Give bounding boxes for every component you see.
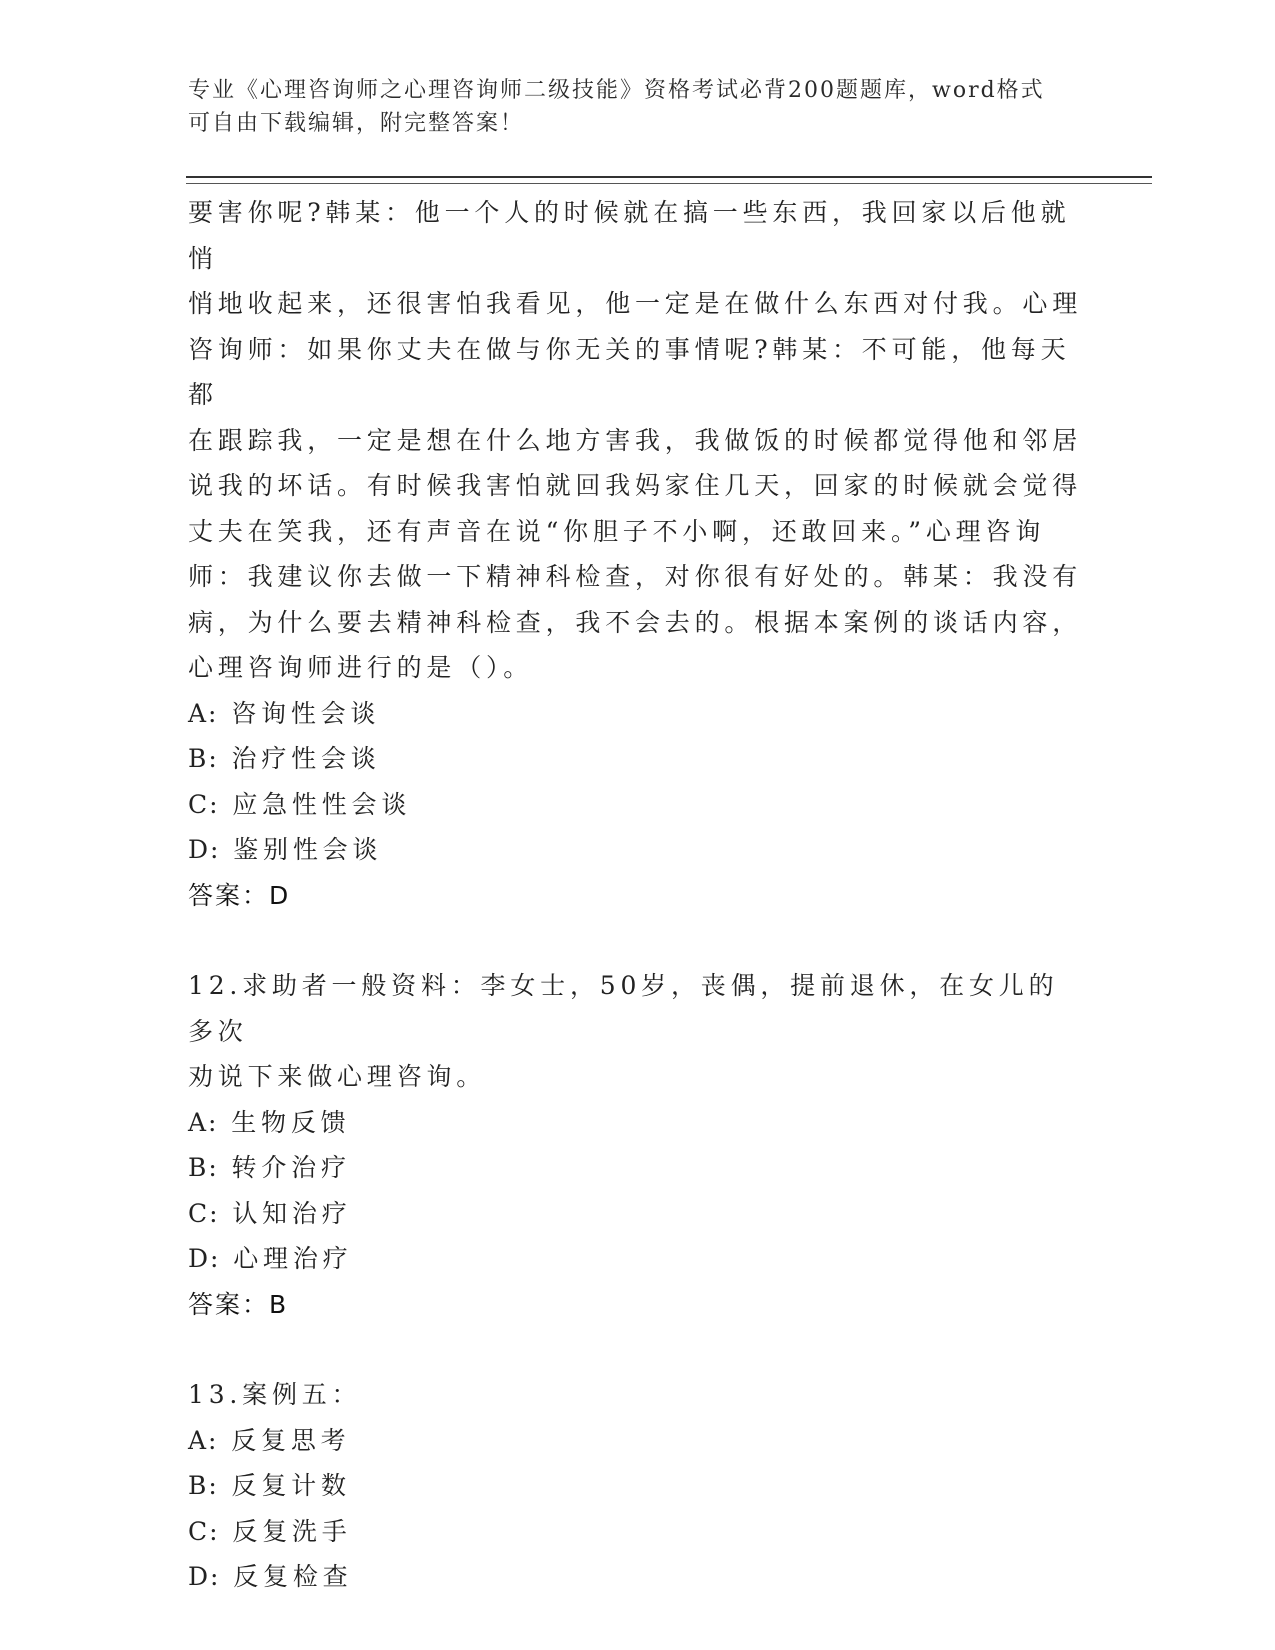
answer-line: 答案：D xyxy=(188,880,291,910)
option-b xyxy=(188,1463,1088,1509)
header-line-1: 专业《心理咨询师之心理咨询师二级技能》资格考试必背200题题库，word格式 xyxy=(188,78,1045,103)
option-d xyxy=(188,1554,1088,1600)
question-13-stem xyxy=(188,1372,1088,1418)
option-text: 心理治疗 xyxy=(233,1244,353,1273)
question-text-line: 要害你呢?韩某：他一个人的时候就在搞一些东西，我回家以后他就悄 xyxy=(188,198,1071,273)
document-content xyxy=(188,190,1088,1600)
option-b xyxy=(188,736,1088,782)
option-a xyxy=(188,1100,1088,1146)
option-c xyxy=(188,1509,1088,1555)
question-text-line: 13.案例五： xyxy=(188,1380,362,1409)
option-c xyxy=(188,1191,1088,1237)
document-header xyxy=(188,74,1088,140)
option-c xyxy=(188,782,1088,828)
option-d xyxy=(188,827,1088,873)
question-text-line: 在跟踪我，一定是想在什么地方害我，我做饭的时候都觉得他和邻居 xyxy=(188,425,1083,455)
option-letter: D: xyxy=(188,1244,221,1273)
header-line-2: 可自由下载编辑，附完整答案！ xyxy=(188,111,525,136)
question-13 xyxy=(188,1372,1088,1600)
option-letter: A: xyxy=(188,1107,219,1137)
question-12 xyxy=(188,963,1088,1327)
question-spacer xyxy=(188,1327,1088,1372)
option-text: 咨询性会谈 xyxy=(231,698,381,728)
option-d xyxy=(188,1236,1088,1282)
option-text: 反复思考 xyxy=(231,1425,351,1455)
question-text-line: 悄地收起来，还很害怕我看见，他一定是在做什么东西对付我。心理 xyxy=(188,289,1083,318)
question-11 xyxy=(188,190,1088,918)
question-text-line: 劝说下来做心理咨询。 xyxy=(188,1062,487,1091)
answer-line: 答案：B xyxy=(188,1289,289,1319)
option-letter: C: xyxy=(188,1516,220,1546)
option-letter: A: xyxy=(188,1425,219,1455)
header-rule-thick xyxy=(186,176,1152,178)
question-text-line: 丈夫在笑我，还有声音在说“你胆子不小啊，还敢回来。”心理咨询 xyxy=(188,516,1046,546)
option-letter: D: xyxy=(188,1562,221,1591)
question-spacer xyxy=(188,918,1088,963)
option-text: 反复检查 xyxy=(233,1562,353,1591)
option-text: 应急性性会谈 xyxy=(232,789,412,819)
option-letter: B: xyxy=(188,1153,219,1182)
option-text: 反复计数 xyxy=(231,1471,351,1500)
option-letter: C: xyxy=(188,1198,220,1228)
option-a xyxy=(188,691,1088,737)
option-b xyxy=(188,1145,1088,1191)
option-text: 鉴别性会谈 xyxy=(233,835,383,864)
question-11-stem xyxy=(188,190,1088,691)
option-a xyxy=(188,1418,1088,1464)
option-text: 生物反馈 xyxy=(231,1107,351,1137)
question-text-line: 心理咨询师进行的是（）。 xyxy=(188,653,534,682)
option-letter: A: xyxy=(188,698,219,728)
option-letter: C: xyxy=(188,789,220,819)
question-text-line: 12.求助者一般资料：李女士，50岁，丧偶，提前退休，在女儿的多次 xyxy=(188,971,1059,1046)
option-letter: D: xyxy=(188,835,221,864)
option-text: 治疗性会谈 xyxy=(231,744,381,773)
question-12-stem xyxy=(188,963,1088,1100)
option-text: 认知治疗 xyxy=(232,1198,352,1228)
question-text-line: 说我的坏话。有时候我害怕就回我妈家住几天，回家的时候就会觉得 xyxy=(188,471,1083,500)
question-text-line: 咨询师：如果你丈夫在做与你无关的事情呢?韩某：不可能，他每天都 xyxy=(188,334,1071,409)
option-text: 转介治疗 xyxy=(231,1153,351,1182)
option-letter: B: xyxy=(188,1471,219,1500)
option-letter: B: xyxy=(188,744,219,773)
question-text-line: 病，为什么要去精神科检查，我不会去的。根据本案例的谈话内容， xyxy=(188,607,1083,637)
header-rule-thin xyxy=(186,183,1152,184)
question-text-line: 师：我建议你去做一下精神科检查，对你很有好处的。韩某：我没有 xyxy=(188,562,1083,591)
option-text: 反复洗手 xyxy=(232,1516,352,1546)
